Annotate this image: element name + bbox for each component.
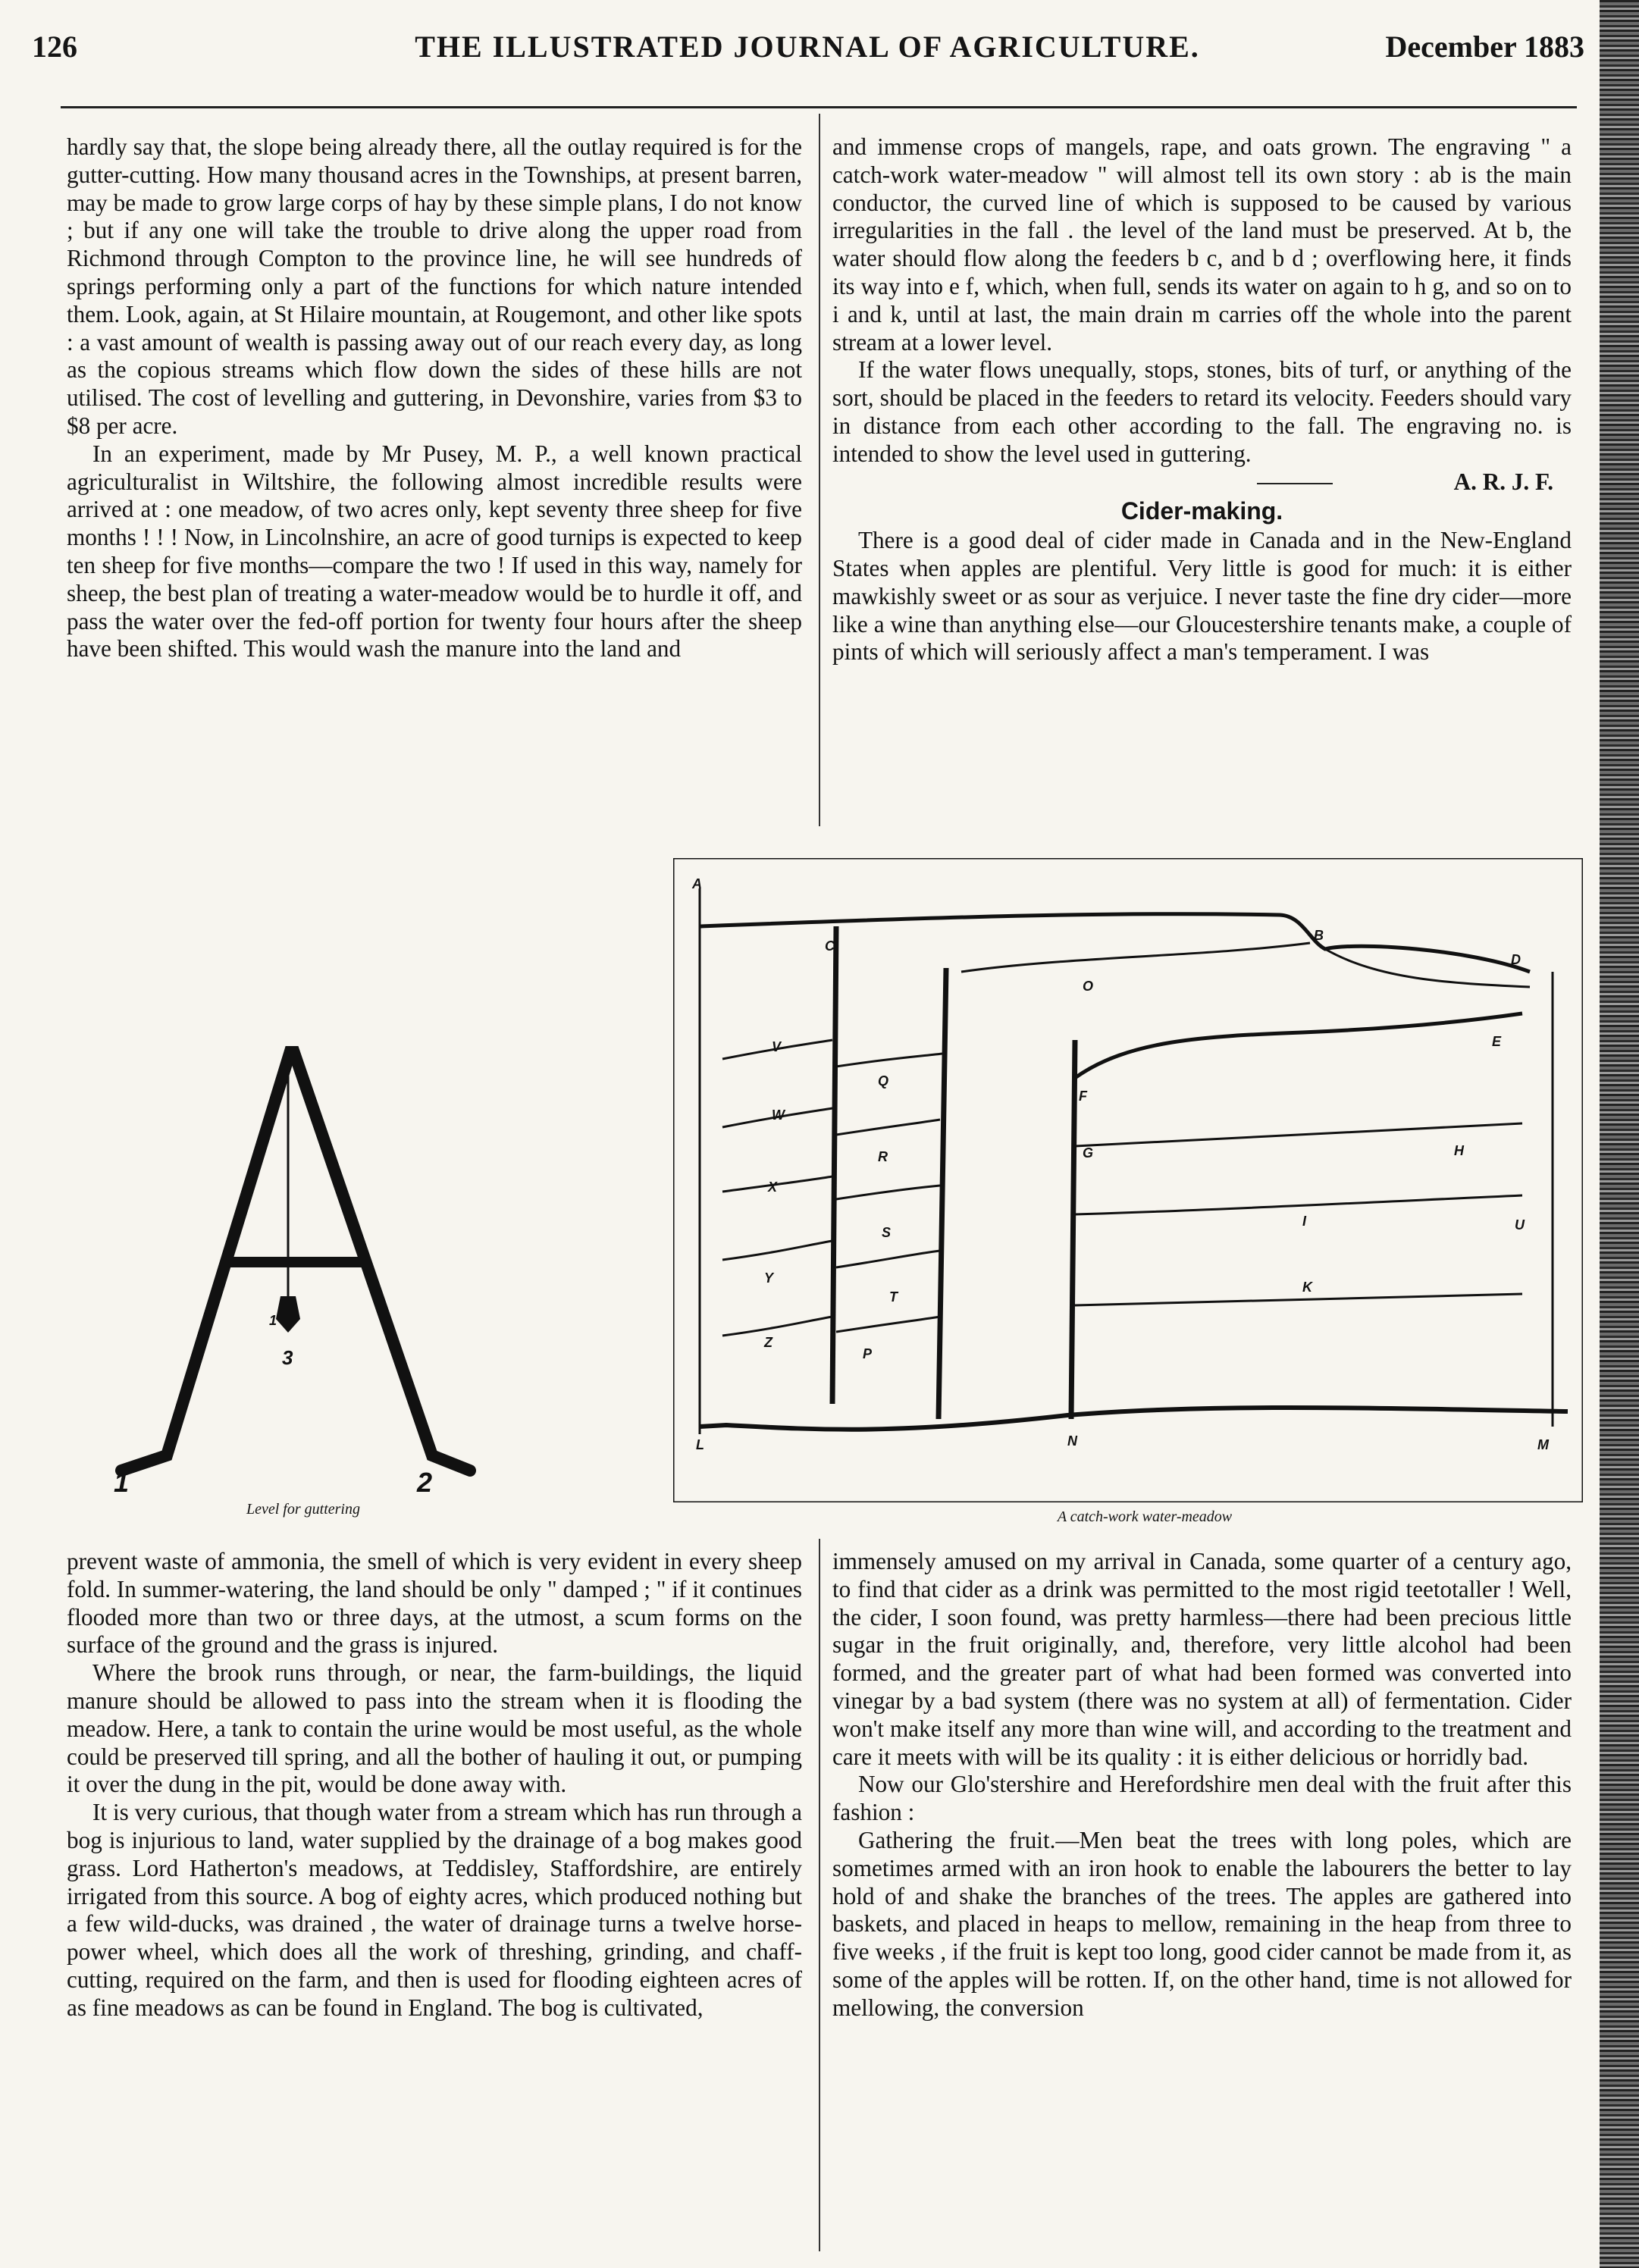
catch-drain	[836, 1120, 940, 1135]
section-heading: Cider-making.	[1120, 497, 1283, 525]
short-rule	[1257, 483, 1333, 484]
page-header	[30, 23, 1584, 68]
paragraph: If the water flows unequally, stops, stones, bits of turf, or anything of the sort, should be placed in the feeders to retard its velocity. Feeders should vary in distance from each other according to the fall. The engraving no. is intended to show the level used in guttering.	[832, 356, 1572, 467]
meadow-label-C: C	[825, 938, 835, 954]
catch-drain	[836, 1317, 940, 1332]
level-figure	[76, 1046, 500, 1501]
meadow-label-X: X	[768, 1179, 778, 1195]
column-divider	[819, 114, 820, 826]
catch-drain	[836, 1054, 942, 1067]
author-signature: A. R. J. F.	[1453, 468, 1553, 495]
meadow-label-Q: Q	[878, 1073, 889, 1089]
paragraph: In an experiment, made by Mr Pusey, M. P., a well known practical agriculturalist in Wiltshire, the following almost incredible results were arrived at : one meadow, of two acres only, kept seventy three sheep for five months ! ! ! Now, in Lincolnshire, an acre of good turnips is expected to keep ten sheep for five months—compare the two ! If used in this way, namely for sheep, the best plan of treating a water-meadow would be to hurdle it off, and pass the water over the fed-off portion for twenty four hours after the sheep have been shifted. This would wash the manure into the land and	[67, 440, 802, 663]
meadow-label-W: W	[772, 1107, 785, 1123]
meadow-figure	[673, 858, 1583, 1502]
feeder-middle	[939, 968, 946, 1419]
meadow-caption: A catch-work water-meadow	[1057, 1508, 1233, 1525]
header-rule	[61, 106, 1577, 108]
meadow-label-G: G	[1083, 1145, 1094, 1161]
journal-title: THE ILLUSTRATED JOURNAL OF AGRICULTURE.	[415, 30, 1200, 64]
paragraph: Gathering the fruit.—Men beat the trees with long poles, which are sometimes armed with an iron hook to enable the labourers the better to lay hold of and shake the branches of the trees. The apples are gathered into baskets, and placed in heaps to mellow, remaining in the heap from three to five weeks , if the fruit is kept too long, good cider cannot be made from it, as some of the apples will be rotten. If, on the other hand, time is not allowed for mellowing, the conversion	[832, 1826, 1572, 2021]
page-number: 126	[32, 30, 77, 64]
meadow-label-O: O	[1083, 979, 1094, 994]
meadow-label-H: H	[1454, 1143, 1464, 1158]
meadow-label-T: T	[889, 1289, 898, 1305]
feeder-bc	[961, 943, 1310, 972]
scan-edge	[1600, 0, 1639, 2268]
catch-drain	[836, 1251, 940, 1267]
catch-drain	[722, 1241, 832, 1260]
paragraph: Where the brook runs through, or near, the farm-buildings, the liquid manure should be allowed to pass into the stream when it is flooding the meadow. Here, a tank to contain the urine would be most useful, as the whole could be preserved till spring, and all the bother of hauling it out, or pumping it over the dung in the pit, would be done away with.	[67, 1659, 802, 1798]
feeder-right	[1071, 1040, 1075, 1419]
meadow-label-B: B	[1314, 928, 1324, 943]
right-column-bottom	[832, 1548, 1572, 2022]
plumb-bob	[276, 1296, 300, 1333]
level-caption: Level for guttering	[246, 1501, 360, 1518]
feeder-left	[832, 926, 836, 1404]
paragraph: It is very curious, that though water from a stream which has run through a bog is injurious to land, water supplied by the drainage of a bog makes good grass. Lord Hatherton's meadows, at Teddisley, Staffordshire, are entirely irrigated from this source. A bog of eighty acres, which produced nothing but a few wild-ducks, was drained , the water of drainage turns a twelve horse-power wheel, which does all the work of threshing, grinding, and chaff-cutting, required on the farm, and then is used for flooding eighteen acres of as fine meadows as can be found in England. The bog is cultivated,	[67, 1799, 802, 2021]
foot-label-2: 2	[417, 1467, 433, 1498]
signature-line	[832, 468, 1572, 497]
meadow-label-S: S	[882, 1225, 892, 1240]
meadow-label-F: F	[1079, 1089, 1087, 1104]
paragraph: prevent waste of ammonia, the smell of which is very evident in every sheep fold. In summer-watering, the land should be only " damped ; " if it continues flooded more than two or three days, at the utmost, a scum forms on the surface of the ground and the grass is injured.	[67, 1548, 802, 1659]
meadow-label-L: L	[696, 1437, 704, 1452]
meadow-label-R: R	[878, 1149, 888, 1164]
left-column-top	[67, 133, 802, 663]
column-divider	[819, 1539, 820, 2251]
meadow-label-Y: Y	[764, 1270, 774, 1286]
feeder-bd	[1325, 949, 1530, 987]
label-3: 3	[282, 1346, 293, 1369]
paragraph: immensely amused on my arrival in Canada, some quarter of a century ago, to find that cider as a drink was permitted to the most rigid teetotaller ! Well, the cider, I soon found, was pretty harmless—there had been precious little sugar in the fruit originally, and, therefore, very little alcohol had been formed, and the greater part of what had been formed was converted into vinegar by a bad system (there was no system at all) of fermentation. Cider won't make itself any more than wine will, and according to the treatment and care it meets with will be its quality : it is either delicious or horridly bad.	[832, 1548, 1572, 1770]
catch-drain	[722, 1317, 832, 1336]
meadow-label-P: P	[863, 1346, 873, 1361]
feeder-i	[1075, 1195, 1522, 1214]
main-drain	[700, 1408, 1568, 1430]
issue-date: December 1883	[1385, 30, 1584, 64]
paragraph: Now our Glo'stershire and Herefordshire men deal with the fruit after this fashion :	[832, 1771, 1572, 1826]
meadow-label-A: A	[692, 876, 702, 891]
right-column-top	[832, 133, 1572, 666]
meadow-label-K: K	[1302, 1280, 1312, 1295]
meadow-label-I: I	[1302, 1214, 1307, 1229]
paragraph: There is a good deal of cider made in Canada and in the New-England States when apples are plentiful. Very little is good for much: it is either mawkishly sweet or as sour as verjuice. I never taste the fine dry cider—more like a wine than anything else—our Gloucestershire tenants make, a couple of pints of which will seriously affect a man's temperament. I was	[832, 527, 1572, 666]
label-1: 1	[269, 1313, 277, 1328]
left-column-bottom	[67, 1548, 802, 2022]
catch-drain	[722, 1176, 832, 1192]
meadow-label-Z: Z	[764, 1335, 772, 1350]
meadow-label-E: E	[1492, 1034, 1502, 1049]
meadow-label-M: M	[1537, 1437, 1549, 1452]
catch-drain	[836, 1186, 940, 1199]
meadow-label-N: N	[1067, 1433, 1077, 1449]
feeder-ef	[1075, 1013, 1522, 1078]
paragraph: and immense crops of mangels, rape, and oats grown. The engraving " a catch-work water-meadow " will almost tell its own story : ab is the main conductor, the curved line of which is supposed to be caused by various irregularities in the fall . the level of the land must be preserved. At b, the water should flow along the feeders b c, and b d ; overflowing here, it finds its way into e f, which, when full, sends its water on again to h g, and so on to i and k, until at last, the main drain m carries off the whole into the parent stream at a lower level.	[832, 133, 1572, 356]
meadow-label-V: V	[772, 1039, 782, 1054]
feeder-k	[1075, 1294, 1522, 1305]
meadow-label-U: U	[1515, 1217, 1525, 1233]
foot-label-1: 1	[114, 1467, 130, 1498]
paragraph: hardly say that, the slope being already there, all the outlay required is for the gutter-cutting. How many thousand acres in the Townships, at present barren, may be made to grow large corps of hay by these simple plans, I do not know ; but if any one will take the trouble to drive along the upper road from Richmond through Compton to the province line, he will see hundreds of springs performing only a part of the functions for which nature intended them. Look, again, at St Hilaire mountain, at Rougemont, and other like spots : a vast amount of wealth is passing away out of our reach every day, as long as the copious streams which flow down the sides of these hills are not utilised. The cost of levelling and guttering, in Devonshire, varies from $3 to $8 per acre.	[67, 133, 802, 439]
meadow-label-D: D	[1511, 952, 1521, 967]
